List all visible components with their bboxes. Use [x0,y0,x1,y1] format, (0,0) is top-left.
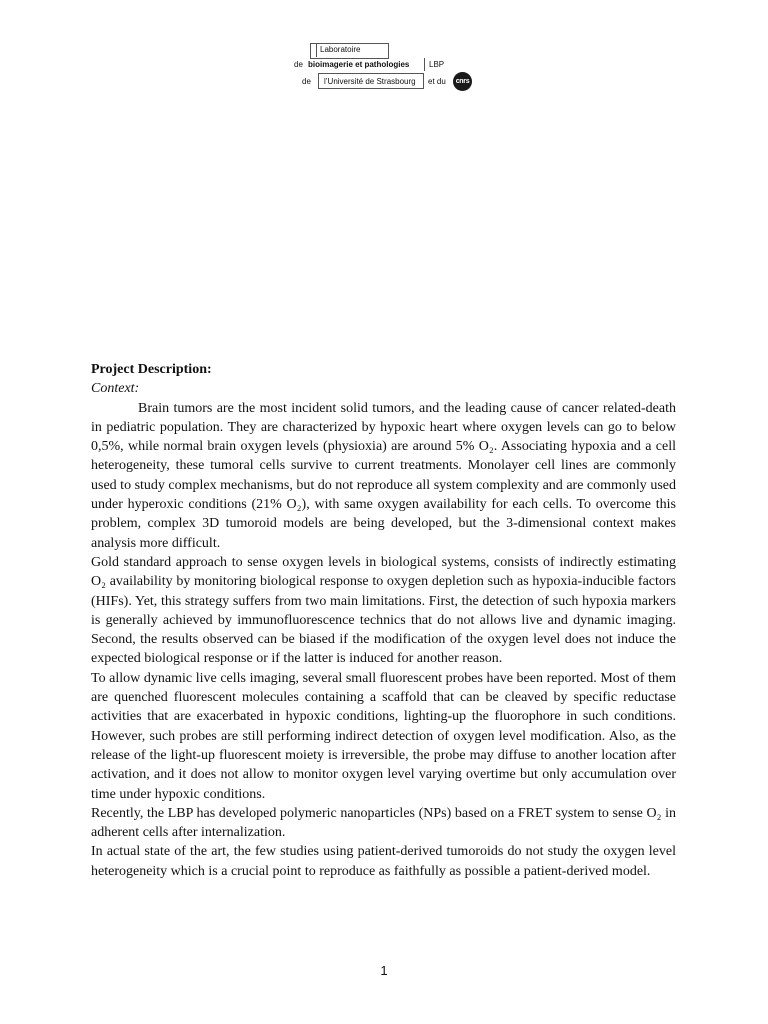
paragraph-1: Brain tumors are the most incident solid tumors, and the leading cause of cancer related-death in pediatric population. They are characterized by hypoxic heart where oxygen levels can go to below 0,5%, while normal brain oxygen levels (physioxia) are around 5% O₂. Associating hypoxia and a cell heterogeneity, these tumoral cells survive to current treatments. Monolayer cell lines are commonly used to study complex mechanisms, but do not reproduce all system complexity and are commonly used under hyperoxic conditions (21% O₂), with same oxygen availability for each cells. To overcome this problem, complex 3D tumoroid models are being developed, but the 3-dimensional context makes analysis more difficult. [91,400,676,551]
page-number: 1 [380,963,388,978]
paragraph-2: Gold standard approach to sense oxygen levels in biological systems, consists of indirectly estimating O₂ availability by monitoring biological response to oxygen depletion such as hypoxia-inducible factors (HIFs). Yet, this strategy suffers from two main limitations. First, the detection of such hypoxia markers is generally achieved by immunofluorescence technics that do not allows live and dynamic imaging. Second, the results observed can be biased if the modification of the oxygen level does not induce the expected biological response or if the latter is induced for another reason. [91,554,676,667]
cnrs-logo: cnrs [453,72,472,91]
logo-de-2: de [302,77,311,86]
logo-lbp: LBP [429,60,445,69]
logo-de-1: de [294,60,303,69]
logo-et-du: et du [428,77,446,86]
section-heading: Project Description: [91,362,212,377]
laboratory-logo [292,43,482,93]
paragraph-3: To allow dynamic live cells imaging, several small fluorescent probes have been reported. Most of them are quenched fluorescent molecules containing a scaffold that can be cleaved by specific reductase activities that are exacerbated in hypoxic conditions, lighting-up the fluorophore in such conditions. However, such probes are still performing indirect detection of oxygen level modification. Also, as the release of the light-up fluorescent moiety is irreversible, the probe may diffuse to another location after activation, and it does not allow to monitor oxygen level varying overtime but only accumulation over time under hypoxic conditions. [91,670,676,802]
logo-laboratoire: Laboratoire [320,45,361,54]
context-subheading: Context: [91,381,140,397]
paragraph-4: Recently, the LBP has developed polymeric nanoparticles (NPs) based on a FRET system to sense O₂ in adherent cells after internalization. [91,805,676,841]
document-body [91,360,676,881]
logo-bioimagerie: bioimagerie et pathologies [308,60,410,69]
logo-universite: l’Université de Strasbourg [324,77,416,86]
paragraph-5: In actual state of the art, the few studies using patient-derived tumoroids do not study the oxygen level heterogeneity which is a crucial point to reproduce as faithfully as possible a patient-derived model. [91,844,676,879]
